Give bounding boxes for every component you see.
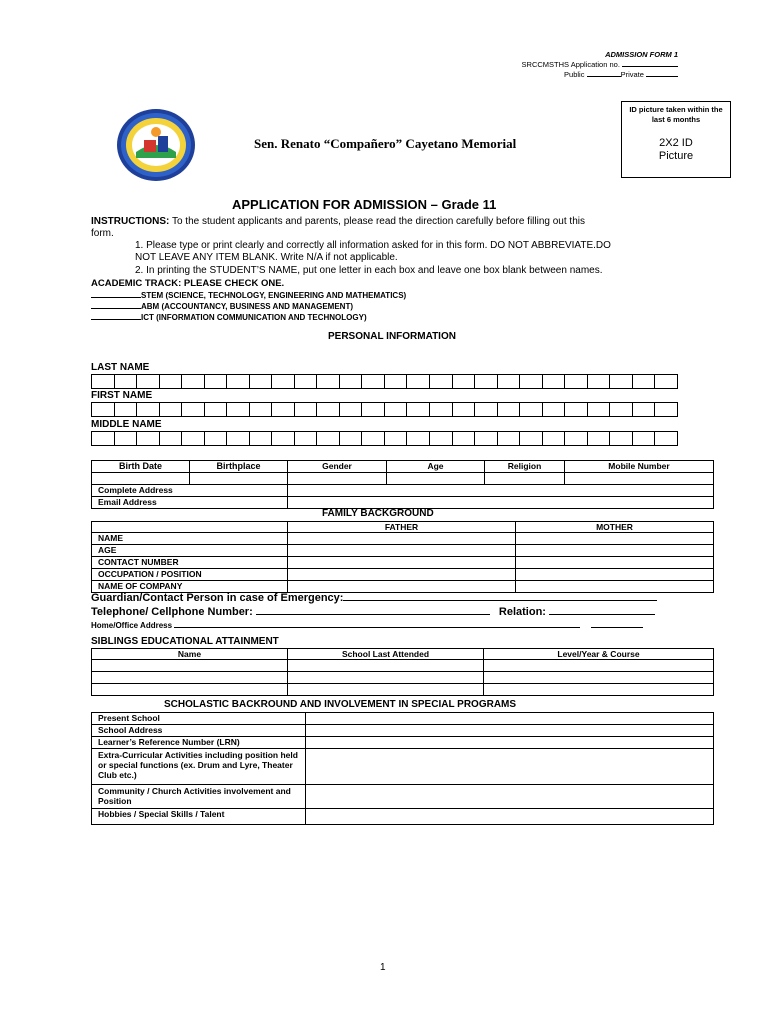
mother-contact-field[interactable] (516, 557, 714, 569)
sibling-1-school[interactable] (288, 660, 484, 672)
col-mother: MOTHER (516, 522, 714, 533)
school-type-line (564, 70, 678, 80)
mother-age-field[interactable] (516, 545, 714, 557)
col-birthplace: Birthplace (190, 461, 288, 473)
instructions-label: INSTRUCTIONS: (91, 216, 170, 227)
instruction-item-2: 2. In printing the STUDENT’S NAME, put one letter in each box and leave one box blank between names. (135, 265, 603, 276)
religion-field[interactable] (485, 473, 565, 485)
present-school-label: Present School (92, 713, 306, 725)
photo-note: ID picture taken within the last 6 months (629, 105, 723, 124)
school-name: Sen. Renato “Compañero” Cayetano Memorial (254, 136, 517, 151)
row-company-label: NAME OF COMPANY (92, 581, 288, 593)
siblings-heading: SIBLINGS EDUCATIONAL ATTAINMENT (91, 636, 279, 647)
email-address-label: Email Address (92, 497, 288, 509)
community-activities-field[interactable] (306, 785, 714, 809)
instructions (91, 216, 691, 228)
scholastic-heading: SCHOLASTIC BACKROUND AND INVOLVEMENT IN SPECIAL PROGRAMS (164, 699, 517, 710)
first-name-boxes[interactable] (91, 402, 678, 417)
relation-label: Relation: (498, 606, 546, 618)
gender-field[interactable] (288, 473, 387, 485)
sibling-2-name[interactable] (92, 672, 288, 684)
sibling-1-name[interactable] (92, 660, 288, 672)
track-label-abm: ABM (ACCOUNTANCY, BUSINESS AND MANAGEMENT) (141, 302, 353, 311)
father-contact-field[interactable] (288, 557, 516, 569)
school-address-label: School Address (92, 725, 306, 737)
hobbies-field[interactable] (306, 809, 714, 825)
personal-info-heading: PERSONAL INFORMATION (328, 331, 456, 342)
col-religion: Religion (485, 461, 565, 473)
application-no-field[interactable] (622, 66, 678, 67)
col-sibling-name: Name (92, 649, 288, 660)
row-age-label: AGE (92, 545, 288, 557)
guardian-label: Guardian/Contact Person in case of Emergency: (91, 592, 344, 604)
last-name-label: LAST NAME (91, 362, 150, 373)
page-title: APPLICATION FOR ADMISSION – Grade 11 (232, 197, 497, 212)
lrn-label: Learner’s Reference Number (LRN) (92, 737, 306, 749)
instructions-text-cont: form. (91, 228, 114, 239)
page-number: 1 (380, 962, 386, 973)
middle-name-boxes[interactable] (91, 431, 678, 446)
public-field[interactable] (587, 76, 621, 77)
guardian-field[interactable] (343, 600, 657, 601)
birthplace-field[interactable] (190, 473, 288, 485)
relation-field[interactable] (549, 614, 655, 615)
track-option-ict[interactable] (91, 313, 367, 323)
siblings-table (91, 648, 714, 696)
col-mobile-number: Mobile Number (565, 461, 714, 473)
community-activities-label: Community / Church Activities involvement and Position (92, 785, 306, 809)
father-age-field[interactable] (288, 545, 516, 557)
mother-name-field[interactable] (516, 533, 714, 545)
row-name-label: NAME (92, 533, 288, 545)
lrn-field[interactable] (306, 737, 714, 749)
mother-company-field[interactable] (516, 581, 714, 593)
photo-label: Picture (658, 150, 694, 162)
home-office-line (91, 621, 643, 631)
photo-box[interactable] (621, 101, 731, 178)
family-background-heading: FAMILY BACKGROUND (322, 508, 434, 519)
instructions-text: To the student applicants and parents, please read the direction carefully before filling out this (171, 216, 585, 227)
track-checkbox-stem[interactable] (91, 297, 141, 298)
telephone-line (91, 606, 655, 619)
application-no-line (522, 60, 678, 70)
track-label-ict: ICT (INFORMATION COMMUNICATION AND TECHNOLOGY) (141, 313, 367, 322)
guardian-line (91, 592, 657, 605)
track-checkbox-ict[interactable] (91, 319, 141, 320)
scholastic-table (91, 712, 714, 825)
age-field[interactable] (387, 473, 485, 485)
private-field[interactable] (646, 76, 678, 77)
complete-address-field[interactable] (288, 485, 714, 497)
photo-size: 2X2 ID (659, 137, 693, 149)
family-table (91, 521, 714, 593)
row-occupation-label: OCCUPATION / POSITION (92, 569, 288, 581)
row-contact-label: CONTACT NUMBER (92, 557, 288, 569)
father-name-field[interactable] (288, 533, 516, 545)
father-occupation-field[interactable] (288, 569, 516, 581)
col-birth-date: Birth Date (92, 461, 190, 473)
extra-curricular-field[interactable] (306, 749, 714, 785)
col-age: Age (387, 461, 485, 473)
mother-occupation-field[interactable] (516, 569, 714, 581)
track-option-abm[interactable] (91, 302, 353, 312)
application-no-label: SRCCMSTHS Application no. (521, 60, 620, 69)
form-title: ADMISSION FORM 1 (605, 50, 678, 59)
col-gender: Gender (288, 461, 387, 473)
hobbies-label: Hobbies / Special Skills / Talent (92, 809, 306, 825)
school-seal-logo (116, 108, 196, 182)
col-level-year-course: Level/Year & Course (484, 649, 714, 660)
telephone-label: Telephone/ Cellphone Number: (91, 606, 253, 618)
sibling-3-level[interactable] (484, 684, 714, 696)
sibling-3-name[interactable] (92, 684, 288, 696)
instruction-item-1: 1. Please type or print clearly and correctly all information asked for in this form. DO NOT ABBREVIATE.DO (135, 240, 611, 251)
birth-date-field[interactable] (92, 473, 190, 485)
personal-details-table (91, 460, 714, 509)
mobile-number-field[interactable] (565, 473, 714, 485)
track-option-stem[interactable] (91, 291, 406, 301)
email-address-field[interactable] (288, 497, 714, 509)
present-school-field[interactable] (306, 713, 714, 725)
private-label: Private (620, 70, 644, 79)
sibling-3-school[interactable] (288, 684, 484, 696)
col-school-last-attended: School Last Attended (288, 649, 484, 660)
home-office-field[interactable] (174, 627, 580, 628)
middle-name-label: MIDDLE NAME (91, 419, 162, 430)
last-name-boxes[interactable] (91, 374, 678, 389)
sibling-1-level[interactable] (484, 660, 714, 672)
instruction-item-1-cont: NOT LEAVE ANY ITEM BLANK. Write N/A if not applicable. (135, 252, 398, 263)
track-checkbox-abm[interactable] (91, 308, 141, 309)
sibling-2-level[interactable] (484, 672, 714, 684)
telephone-field[interactable] (256, 614, 490, 615)
father-company-field[interactable] (288, 581, 516, 593)
school-address-field[interactable] (306, 725, 714, 737)
home-office-label: Home/Office Address (91, 621, 173, 630)
home-office-field-2[interactable] (591, 627, 643, 628)
public-label: Public (564, 70, 585, 79)
first-name-label: FIRST NAME (91, 390, 153, 401)
sibling-2-school[interactable] (288, 672, 484, 684)
academic-track-label: ACADEMIC TRACK: PLEASE CHECK ONE. (91, 278, 285, 289)
col-father: FATHER (288, 522, 516, 533)
complete-address-label: Complete Address (92, 485, 288, 497)
blank-header (92, 522, 288, 533)
track-label-stem: STEM (SCIENCE, TECHNOLOGY, ENGINEERING AND MATHEMATICS) (141, 291, 407, 300)
extra-curricular-label: Extra-Curricular Activities including position held or special functions (ex. Drum and Lyre, Theater Club etc.) (92, 749, 306, 785)
